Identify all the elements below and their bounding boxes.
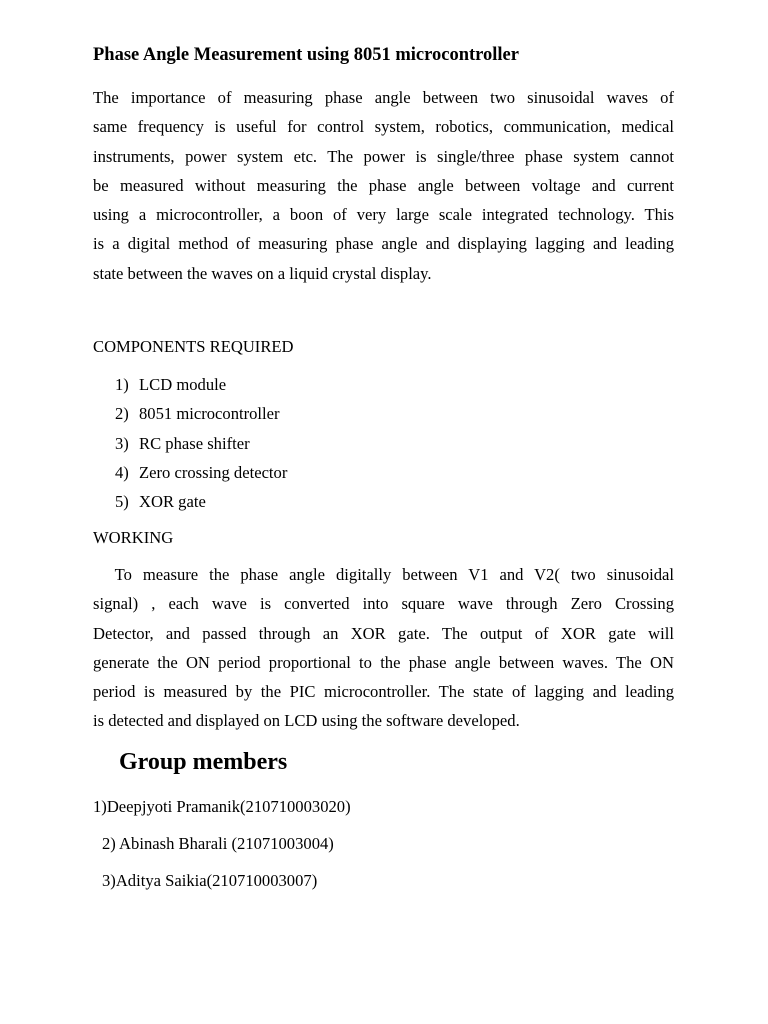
intro-line: same frequency is useful for control system, robotics, communication, medical [93,117,674,137]
working-heading: WORKING [93,528,174,547]
list-item-number: 3) [115,433,129,453]
working-line: is detected and displayed on LCD using the software developed. [93,711,520,731]
list-item-number: 4) [115,462,129,482]
list-item [115,429,287,458]
list-item-label: Zero crossing detector [139,462,288,482]
list-item [115,458,287,487]
list-item-label: LCD module [139,375,227,394]
list-item-label: XOR gate [139,492,206,512]
list-item-label: 8051 microcontroller [139,404,280,424]
group-member: 1)Deepjyoti Pramanik(210710003020) [93,797,351,816]
group-members-heading: Group members [119,749,288,775]
list-item-number: 1) [115,375,129,394]
list-item [115,399,287,428]
list-item-number: 2) [115,404,129,424]
intro-line: instruments, power system etc. The power is single/three phase system cannot [93,146,674,166]
working-line: period is measured by the PIC microcontroller. The state of lagging and leading [93,682,674,702]
intro-paragraph [93,83,674,288]
list-item [115,487,287,516]
list-item-label: RC phase shifter [139,433,250,453]
components-heading: COMPONENTS REQUIRED [93,337,294,356]
group-member: 2) Abinash Bharali (21071003004) [102,834,334,853]
working-line: Detector, and passed through an XOR gate. The output of XOR gate will [93,623,674,643]
intro-line: state between the waves on a liquid crystal display. [93,263,432,283]
intro-line: is a digital method of measuring phase angle and displaying lagging and leading [93,234,674,254]
list-item [115,370,287,399]
intro-line: using a microcontroller, a boon of very large scale integrated technology. This [93,205,674,225]
components-list [115,370,287,516]
intro-line: be measured without measuring the phase angle between voltage and current [93,175,674,195]
working-paragraph [93,560,674,736]
working-line: To measure the phase angle digitally between V1 and V2( two sinusoidal [93,565,674,584]
list-item-number: 5) [115,492,129,512]
intro-line: The importance of measuring phase angle between two sinusoidal waves of [93,88,674,107]
group-member: 3)Aditya Saikia(210710003007) [102,871,318,890]
working-line: signal) , each wave is converted into square wave through Zero Crossing [93,594,674,614]
working-line: generate the ON period proportional to the phase angle between waves. The ON [93,652,674,672]
document-title: Phase Angle Measurement using 8051 microcontroller [93,45,519,65]
